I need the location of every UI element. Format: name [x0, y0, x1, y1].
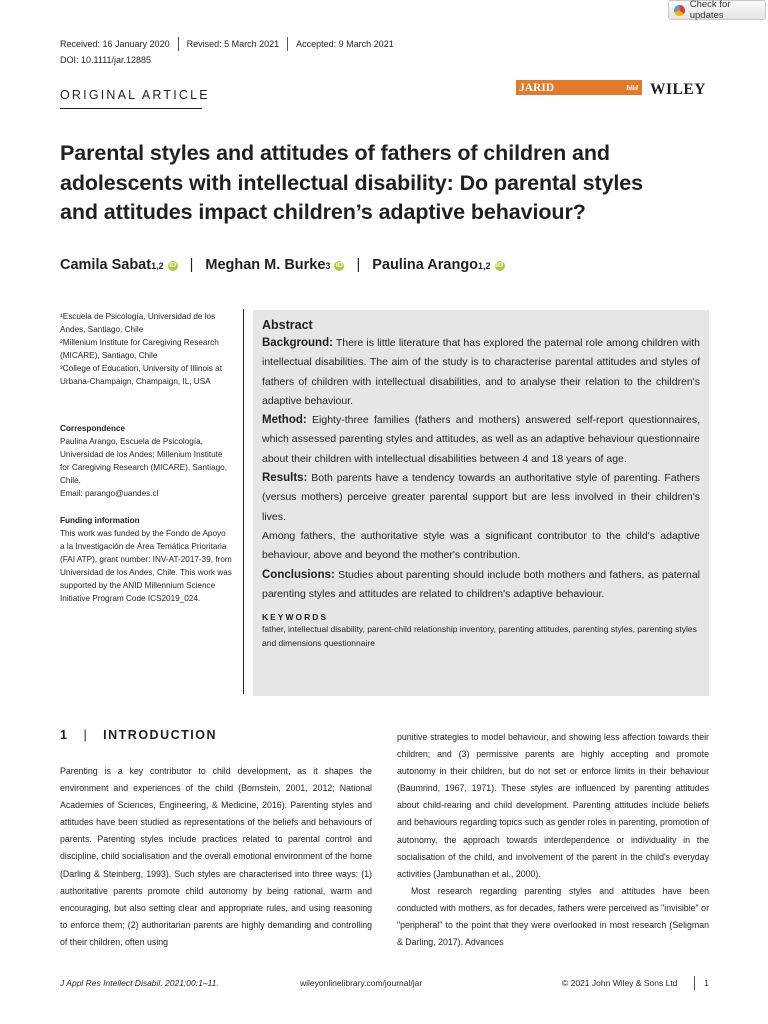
journal-logo-bild: bild — [626, 83, 638, 92]
check-for-updates-button[interactable] — [668, 0, 766, 20]
article-dates — [60, 37, 402, 51]
keywords-heading: KEYWORDS — [262, 612, 329, 623]
correspondence-email[interactable]: Email: parango@uandes.cl — [60, 489, 159, 498]
orcid-icon[interactable]: iD — [496, 262, 504, 269]
abstract-method — [262, 411, 700, 469]
footer-divider — [694, 976, 695, 990]
body-paragraph: Most research regarding parenting styles and attitudes have been conducted with mothers, as for decades, fathers were perceived as "invisible" or "peripheral" to the point that they were overlooked in most research (Seligman & Darling, 2017). Advances — [397, 885, 709, 948]
section-number: 1 — [60, 728, 69, 742]
title-line: and attitudes impact children’s adaptive behaviour? — [60, 200, 586, 224]
affiliation: ³College of Education, University of Illinois at Urbana-Champaign, Champaign, IL, USA — [60, 364, 223, 386]
received-date: Received: 16 January 2020 — [60, 39, 170, 49]
background-text: There is little literature that has explored the paternal role among children with intellectual disabilities. The aim of the study is to characterise parental attitudes and styles of fathers of children with intellectual disabilities, and to analyse their relation to the children's adaptive behaviour. — [262, 337, 700, 407]
affiliations — [60, 310, 232, 388]
journal-logo-name: JARID — [519, 81, 555, 94]
journal-logo — [516, 80, 642, 95]
correspondence-heading: Correspondence — [60, 424, 126, 433]
body-column-left — [60, 763, 372, 951]
abstract-background — [262, 334, 700, 411]
abstract-results-cont: Among fathers, the authoritative style was a significant contributor to the child's adaptive behaviour, above and beyond the mother's contribution. — [262, 529, 700, 562]
abstract-heading: Abstract — [262, 318, 313, 332]
author-affiliation: 3 — [325, 261, 331, 271]
orcid-icon[interactable]: iD — [169, 262, 177, 269]
revised-date: Revised: 5 March 2021 — [186, 39, 280, 49]
author-separator: | — [189, 257, 194, 273]
footer-copyright: © 2021 John Wiley & Sons Ltd — [562, 978, 678, 988]
funding-information — [60, 514, 232, 605]
method-label: Method: — [262, 414, 307, 427]
abstract-results — [262, 469, 700, 527]
title-line: adolescents with intellectual disability: Do parental styles — [60, 170, 644, 195]
doi[interactable]: DOI: 10.1111/jar.12885 — [60, 55, 152, 65]
title-line: Parental styles and attitudes of fathers of children and — [60, 141, 610, 165]
affiliation: ²Millenium Institute for Caregiving Research (MICARE), Santiago, Chile — [60, 338, 219, 360]
article-title — [60, 139, 660, 228]
footer-journal: J Appl Res Intellect Disabil. 2021;00:1–11. — [60, 978, 219, 988]
conclusions-label: Conclusions: — [262, 568, 335, 581]
conclusions-text: Studies about parenting should include both mothers and fathers, as paternal parenting styles and attitudes are related to children's adaptive behaviour. — [262, 568, 700, 600]
correspondence-text: Paulina Arango, Escuela de Psicología, Universidad de los Andes; Millenium Institute for Caregiving Research (MICARE), Santiago, Chile. — [60, 437, 228, 485]
footer-url[interactable]: wileyonlinelibrary.com/journal/jar — [300, 978, 423, 988]
section-heading — [60, 728, 217, 742]
publisher-logo: WILEY — [650, 81, 706, 98]
crossmark-icon — [674, 5, 685, 16]
abstract-box — [253, 310, 709, 696]
author-affiliation: 1,2 — [478, 261, 491, 271]
accepted-date: Accepted: 9 March 2021 — [296, 39, 394, 49]
orcid-icon[interactable]: iD — [335, 262, 343, 269]
results-text: Both parents have a tendency towards an authoritative style of parenting. Fathers (versus mothers) perceive greater parental support but are less involved in their children's lives. — [262, 472, 700, 523]
article-type-rule — [60, 108, 202, 109]
background-label: Background: — [262, 337, 333, 349]
section-separator: | — [83, 728, 89, 742]
check-for-updates-label: Check for updates — [689, 0, 731, 21]
funding-heading: Funding information — [60, 516, 140, 525]
page-number: 1 — [704, 978, 709, 988]
author-affiliation: 1,2 — [151, 261, 164, 271]
keywords: father, intellectual disability, parent-child relationship inventory, parenting attitudes, parenting styles, parenting styles and dimensions questionnaire — [262, 624, 697, 648]
sidebar-divider — [243, 309, 244, 694]
author-name[interactable]: Meghan M. Burke — [205, 257, 326, 273]
funding-text: This work was funded by the Fondo de Apoyo a la Investigación de Área Temática Prioritaria (FAI ATP), grant number: INV-AT-2017-39, from Universidad de los Andes, Chile. This work was supported by the ANID Millennium Science Initiative Program Code ICS2019_024. — [60, 529, 232, 603]
author-name[interactable]: Paulina Arango — [372, 257, 479, 273]
results-label: Results: — [262, 472, 308, 485]
body-paragraph: punitive strategies to model behaviour, and showing less affection towards their children; and (3) permissive parents are highly accepting and promote autonomy in their children, but do not set or enforce limits in their behaviour (Baumrind, 1967, 1971). These styles are influenced by parenting attitudes about child-rearing and child development. Parenting attitudes include beliefs and behaviours regarding topics such as gender roles in parenting, promotion of autonomy, the approach towards interdependence or individuality in the socialisation of the child, and involvement of the parent in the child's everyday activities (Jambunathan et al., 2000). — [397, 732, 709, 879]
author-name[interactable]: Camila Sabat — [60, 257, 152, 273]
abstract-conclusions — [262, 566, 700, 605]
author-separator: | — [356, 257, 361, 273]
body-paragraph: Parenting is a key contributor to child development, as it shapes the environment and experiences of the child (Bornstein, 2001, 2012; National Academies of Sciences, Engineering, & Medicine, 2016). Parenting styles and attitudes have been studied as representations of the beliefs and behaviours of parents. Parenting styles include practices related to parental control and discipline, child socialisation and the overall emotional environment of the home (Darling & Steinberg, 1993). Such styles are characterised into three ways: (1) authoritative parents promote child autonomy by being rational, warm and encouraging, but also setting clear and appropriate rules, and using reasoning to enforce them; (2) authoritarian parents are highly demanding and controlling of their children, often using — [60, 766, 372, 947]
correspondence — [60, 422, 232, 500]
section-title: INTRODUCTION — [103, 728, 217, 742]
affiliation: ¹Escuela de Psicología, Universidad de los Andes, Santiago, Chile — [60, 312, 216, 334]
author-list — [60, 257, 505, 273]
body-column-right — [397, 729, 709, 951]
article-type: ORIGINAL ARTICLE — [60, 88, 210, 102]
method-text: Eighty-three families (fathers and mothers) answered self-report questionnaires, which assessed parenting styles and attitudes, as well as an adaptive behaviour questionnaire about their children with intellectual disabilities between 4 and 18 years of age. — [262, 414, 701, 465]
